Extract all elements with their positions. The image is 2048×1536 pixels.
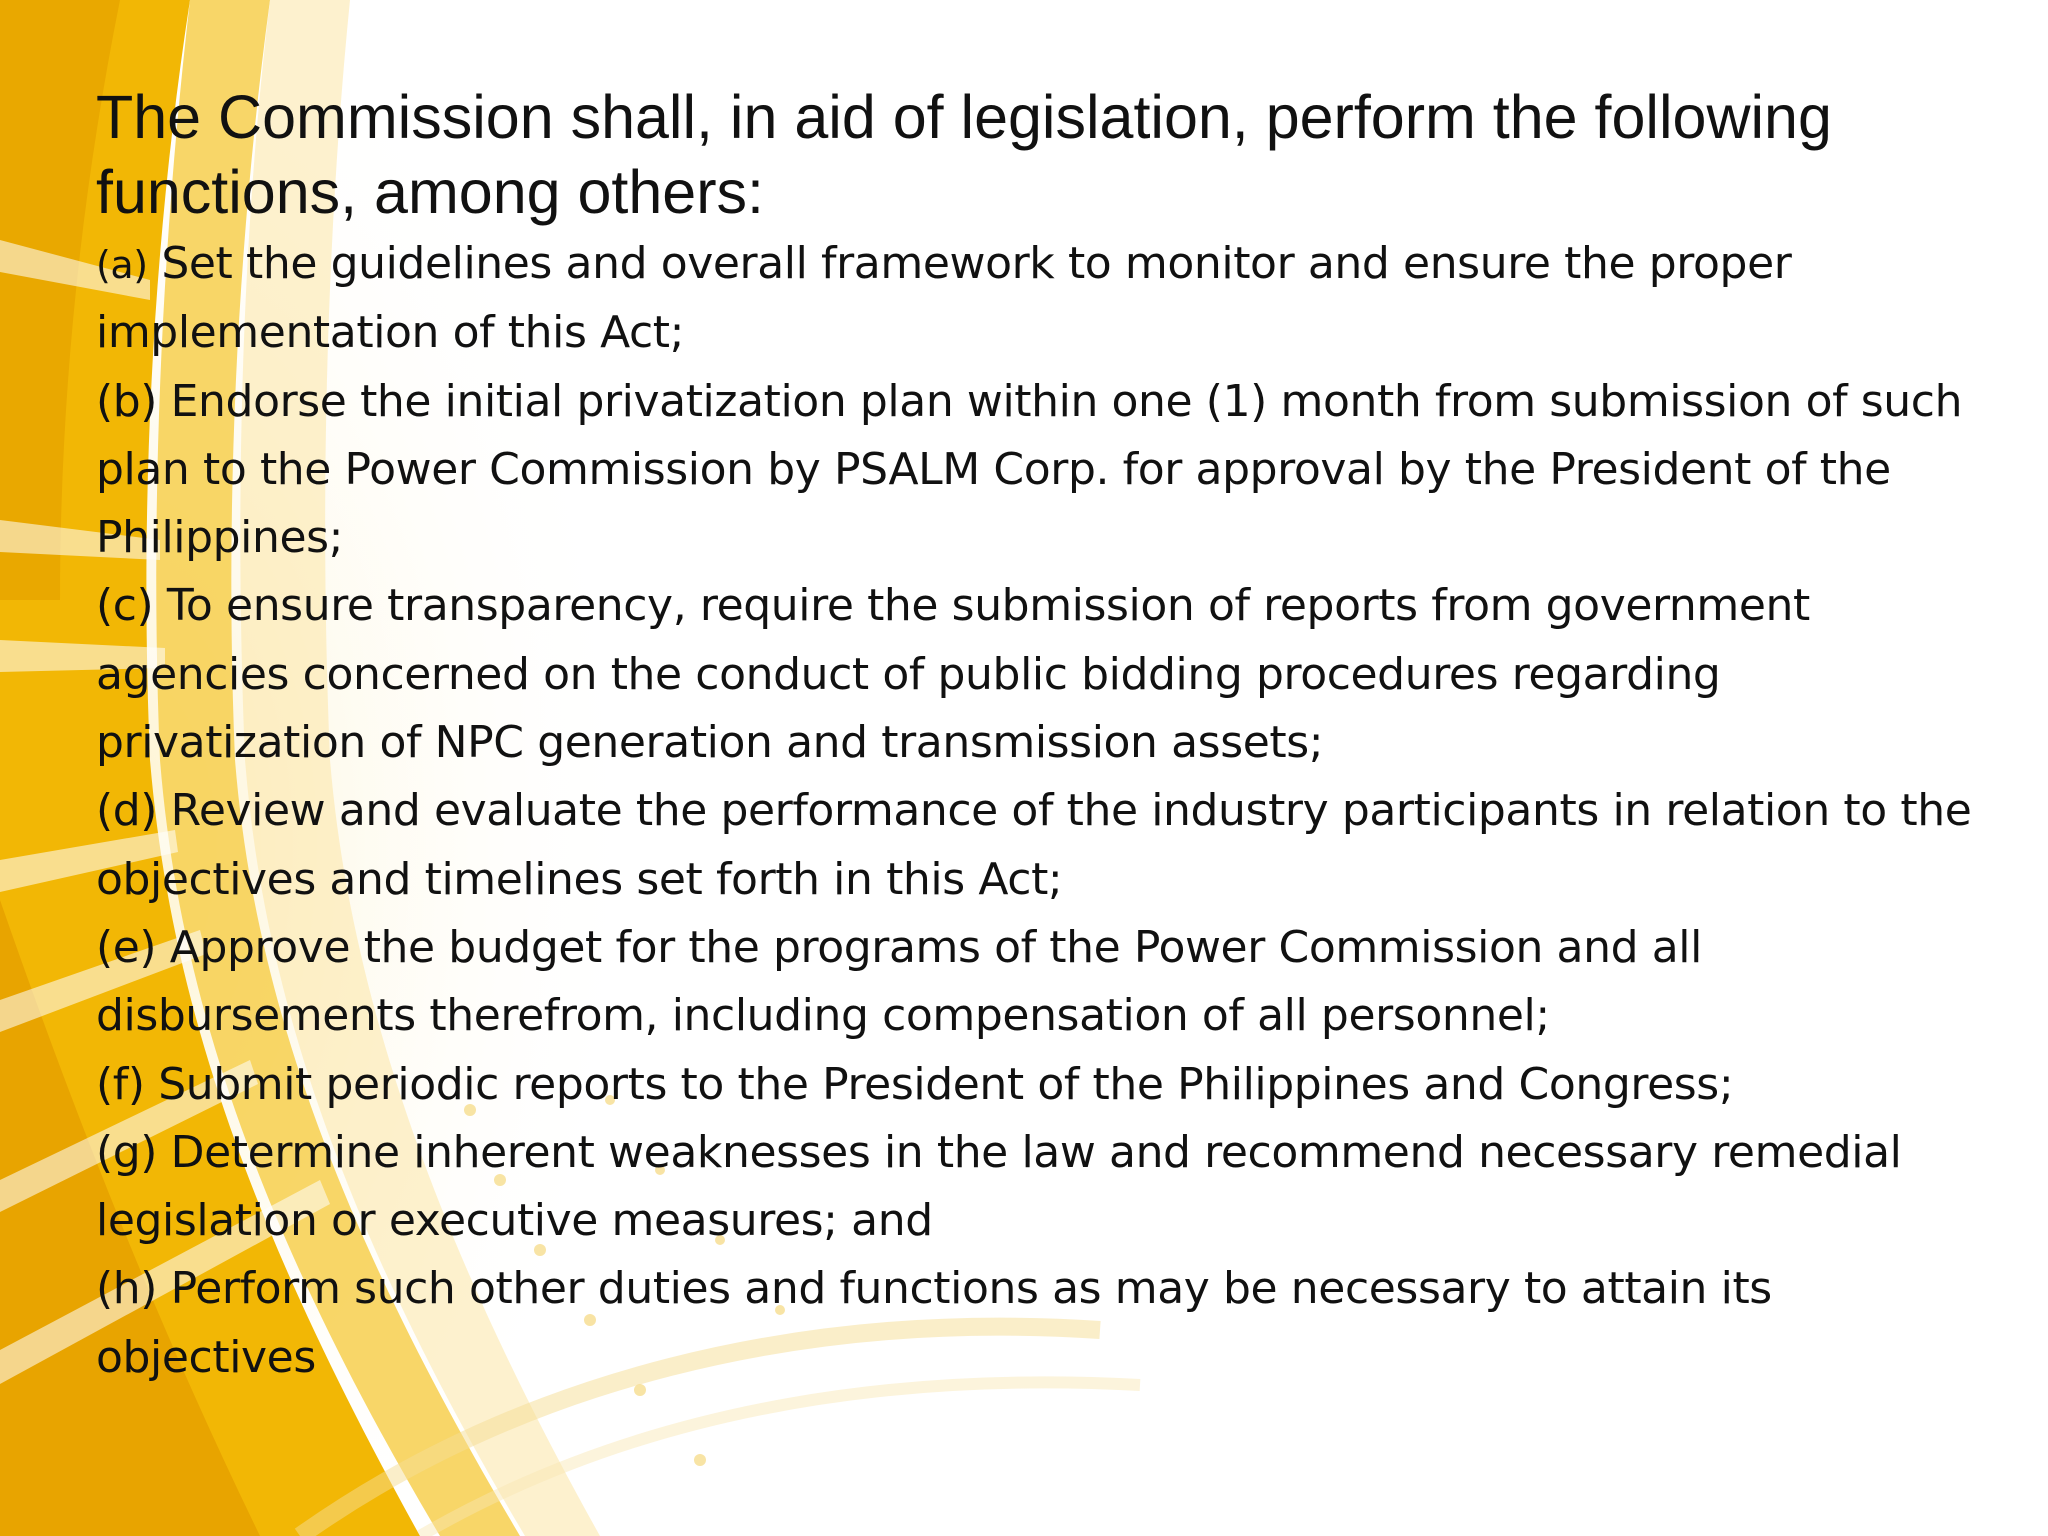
functions-list — [96, 230, 1996, 1392]
list-item — [96, 572, 1996, 777]
list-item — [96, 777, 1996, 914]
list-item — [96, 368, 1996, 573]
item-marker: (c) — [96, 580, 154, 632]
item-text: Submit periodic reports to the President of the Philippines and Congress; — [158, 1058, 1734, 1110]
list-item — [96, 230, 1996, 368]
slide-content — [96, 80, 1996, 1392]
item-marker: (b) — [96, 375, 158, 427]
item-marker: (h) — [96, 1263, 158, 1315]
item-marker: (f) — [96, 1058, 145, 1110]
item-marker: (e) — [96, 921, 157, 973]
item-marker: (d) — [96, 785, 158, 837]
item-marker: (g) — [96, 1126, 158, 1178]
item-text: Perform such other duties and functions as may be necessary to attain its objectives — [96, 1263, 1772, 1383]
item-text: Set the guidelines and overall framework to monitor and ensure the proper implementation of this Act; — [96, 238, 1792, 359]
list-item — [96, 1119, 1996, 1256]
list-item — [96, 914, 1996, 1051]
item-marker: (a) — [96, 243, 148, 287]
item-text: Approve the budget for the programs of the Power Commission and all disbursements therefrom, including compensation of all personnel; — [96, 921, 1702, 1042]
list-item — [96, 1255, 1996, 1392]
list-item — [96, 1051, 1996, 1119]
slide-heading: The Commission shall, in aid of legislation, perform the following functions, among others: — [96, 83, 1832, 226]
item-text: Determine inherent weaknesses in the law and recommend necessary remedial legislation or executive measures; and — [96, 1126, 1902, 1247]
item-text: Endorse the initial privatization plan within one (1) month from submission of such plan to the Power Commission by PSALM Corp. for approval by the President of the Philippines; — [96, 375, 1963, 564]
item-text: Review and evaluate the performance of the industry participants in relation to the objectives and timelines set forth in this Act; — [96, 785, 1972, 905]
item-text: To ensure transparency, require the submission of reports from government agencies concerned on the conduct of public bidding procedures regarding privatization of NPC generation and transmission assets; — [96, 580, 1810, 769]
